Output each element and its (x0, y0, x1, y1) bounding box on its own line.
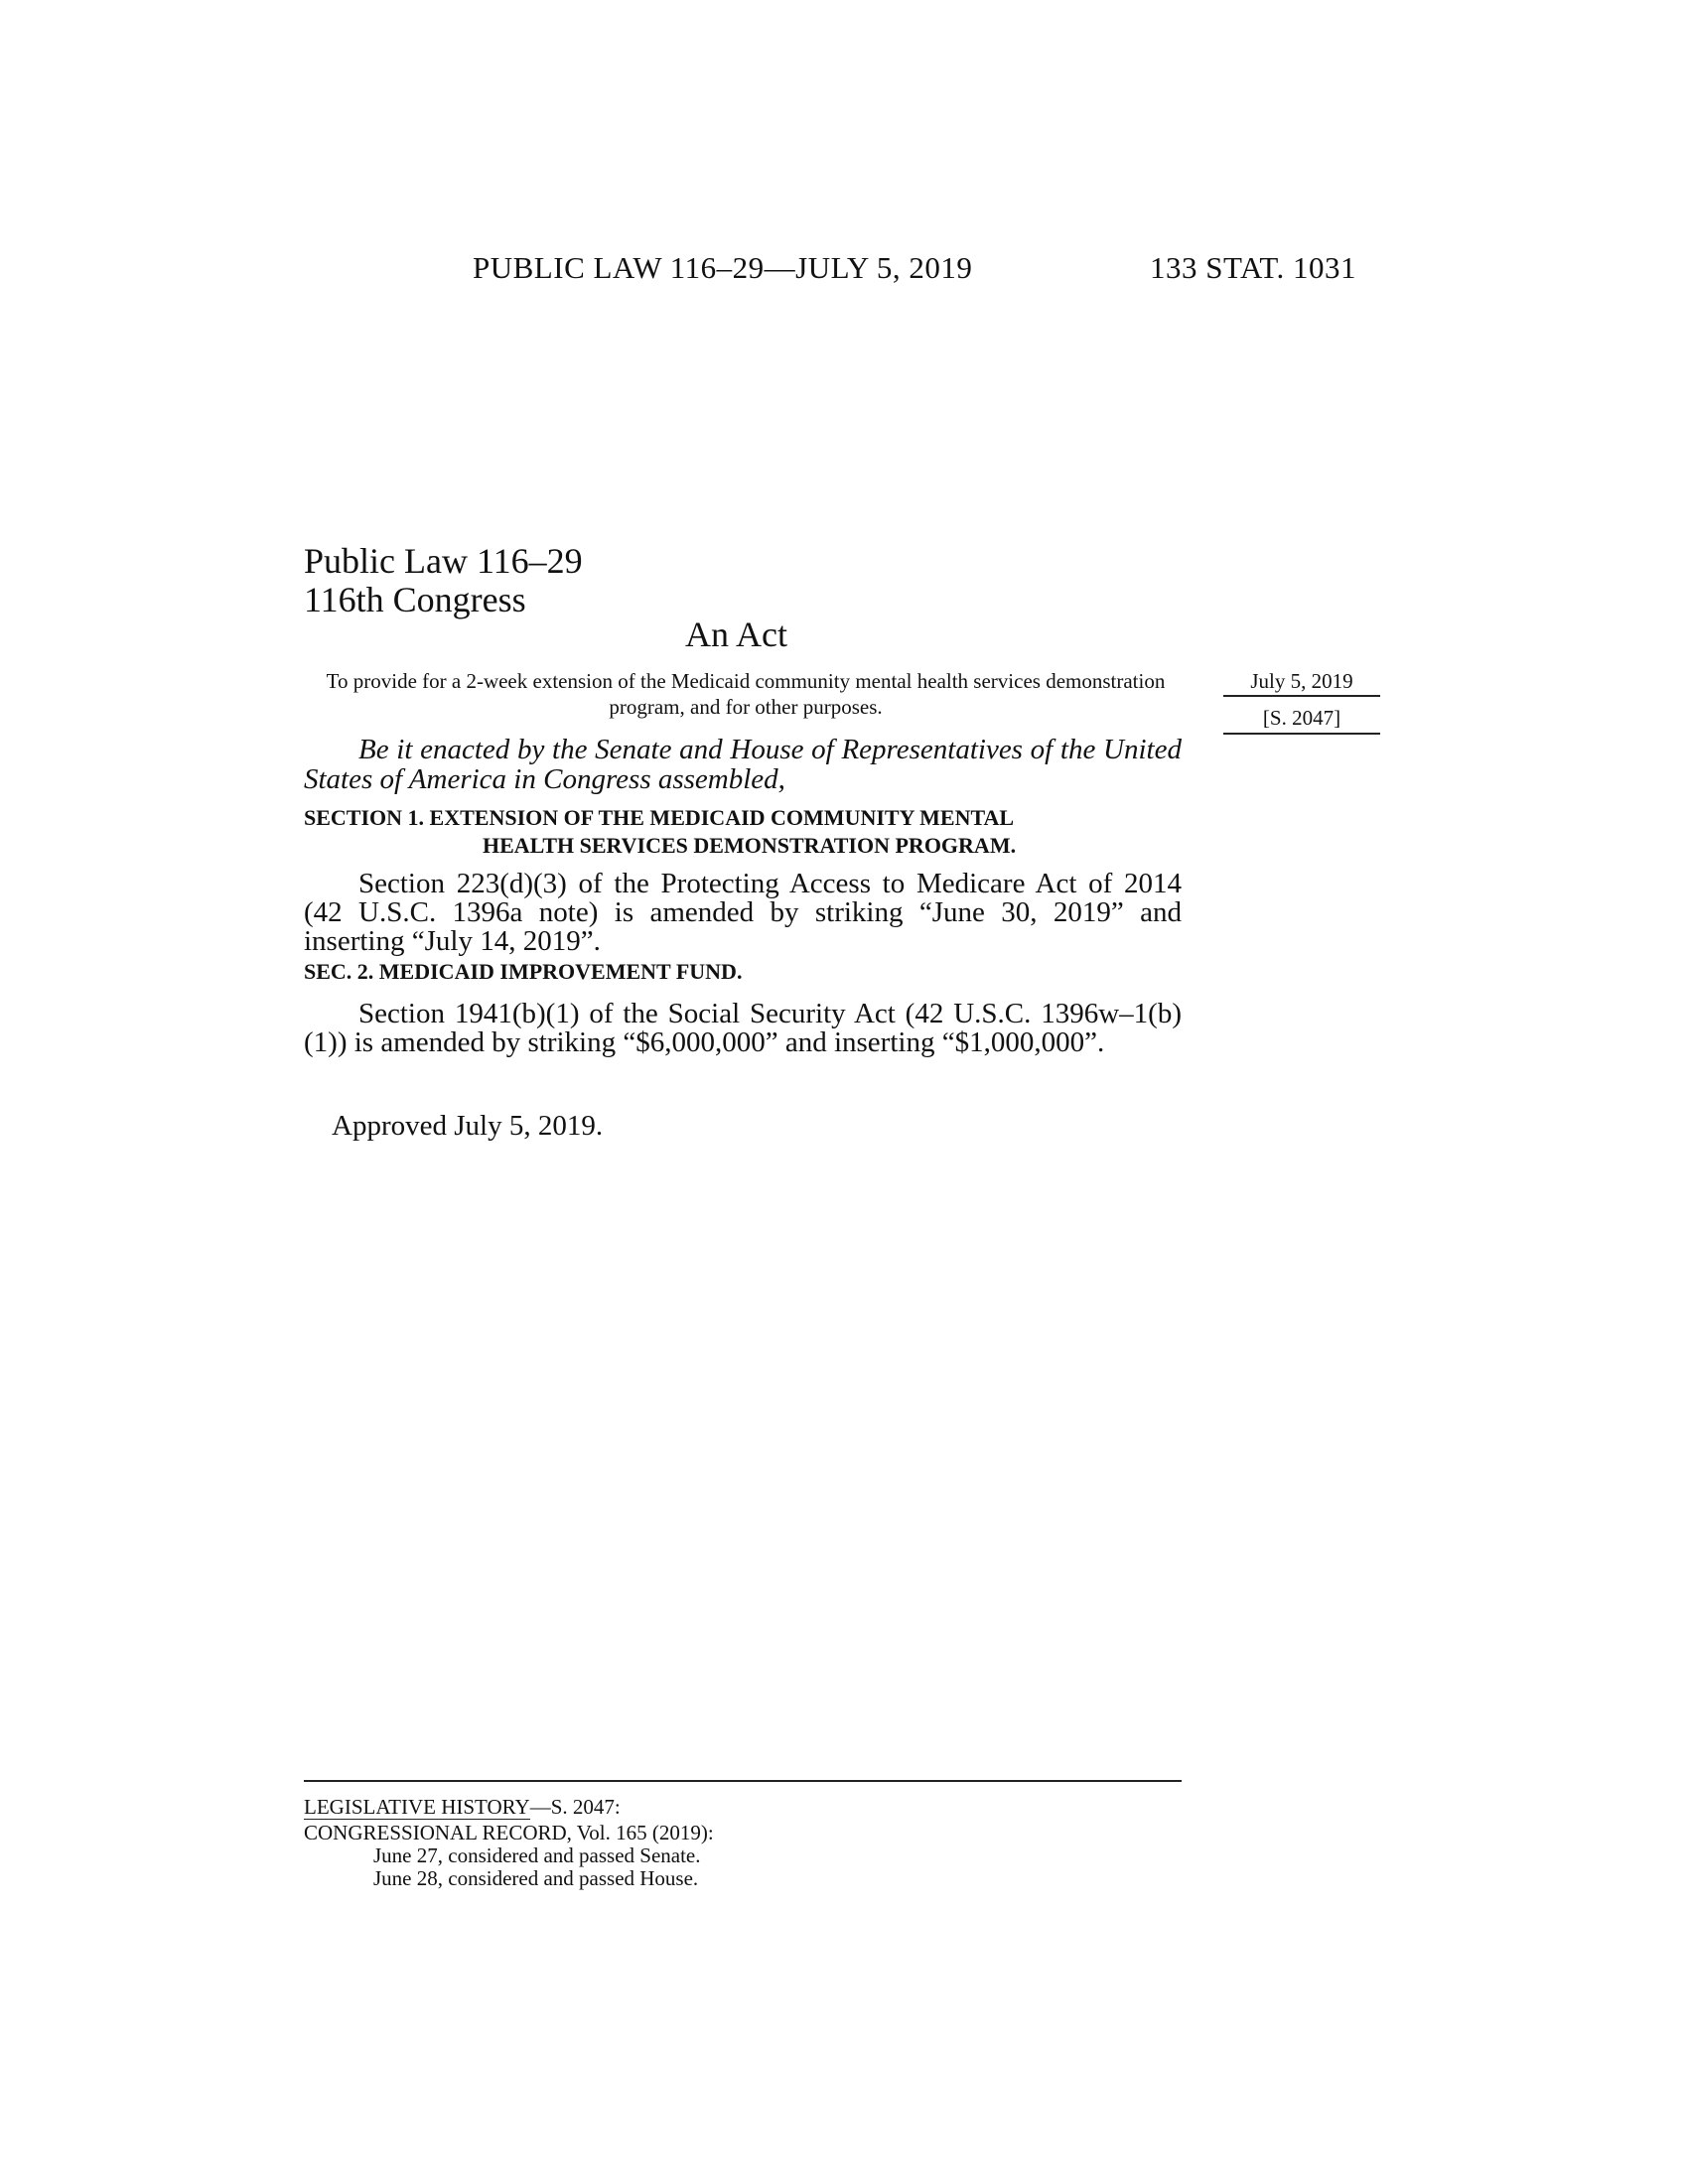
law-number: Public Law 116–29 (304, 541, 583, 581)
stat-page-number: 133 STAT. 1031 (1150, 250, 1357, 285)
margin-note-bill: [S. 2047] (1262, 706, 1341, 730)
section-2-body: Section 1941(b)(1) of the Social Security Act (42 U.S.C. 1396w–1(b)(1)) is amended by striking “$6,000,000” and inserting “$1,000,000”. (304, 998, 1182, 1058)
legislative-history-bill: —S. 2047: (529, 1795, 621, 1819)
margin-note-rule-bottom (1223, 733, 1380, 735)
congress-number: 116th Congress (304, 580, 526, 619)
running-head: PUBLIC LAW 116–29—JULY 5, 2019 (473, 250, 973, 285)
footnote-rule (304, 1780, 1182, 1782)
section-1-heading (304, 804, 1182, 860)
section-1-body: Section 223(d)(3) of the Protecting Access to Medicare Act of 2014 (42 U.S.C. 1396a note) is amended by striking “June 30, 2019” and inserting “July 14, 2019”. (304, 868, 1182, 957)
congressional-record-title: CONGRESSIONAL RECORD, Vol. 165 (2019): (304, 1821, 714, 1844)
margin-note-rule-top (1223, 695, 1380, 697)
legislative-history-heading (304, 1794, 621, 1820)
purpose-statement: To provide for a 2-week extension of the Medicaid community mental health services demonstration program, and for other purposes. (326, 669, 1166, 719)
congressional-record-entry: June 28, considered and passed House. (373, 1866, 699, 1890)
section-1-heading-line-1: SECTION 1. EXTENSION OF THE MEDICAID COMMUNITY MENTAL (304, 805, 1015, 830)
section-1-heading-line-2: HEALTH SERVICES DEMONSTRATION PROGRAM. (483, 833, 1017, 858)
enacting-clause: Be it enacted by the Senate and House of Representatives of the United States of America in Congress assembled, (304, 734, 1182, 795)
congressional-record-entry: June 27, considered and passed Senate. (373, 1843, 701, 1867)
section-2-heading: SEC. 2. MEDICAID IMPROVEMENT FUND. (304, 959, 743, 984)
act-heading: An Act (685, 614, 787, 654)
margin-note-date: July 5, 2019 (1250, 669, 1353, 693)
approval-date: Approved July 5, 2019. (332, 1110, 604, 1142)
legislative-history-label: LEGISLATIVE HISTORY (304, 1795, 530, 1819)
